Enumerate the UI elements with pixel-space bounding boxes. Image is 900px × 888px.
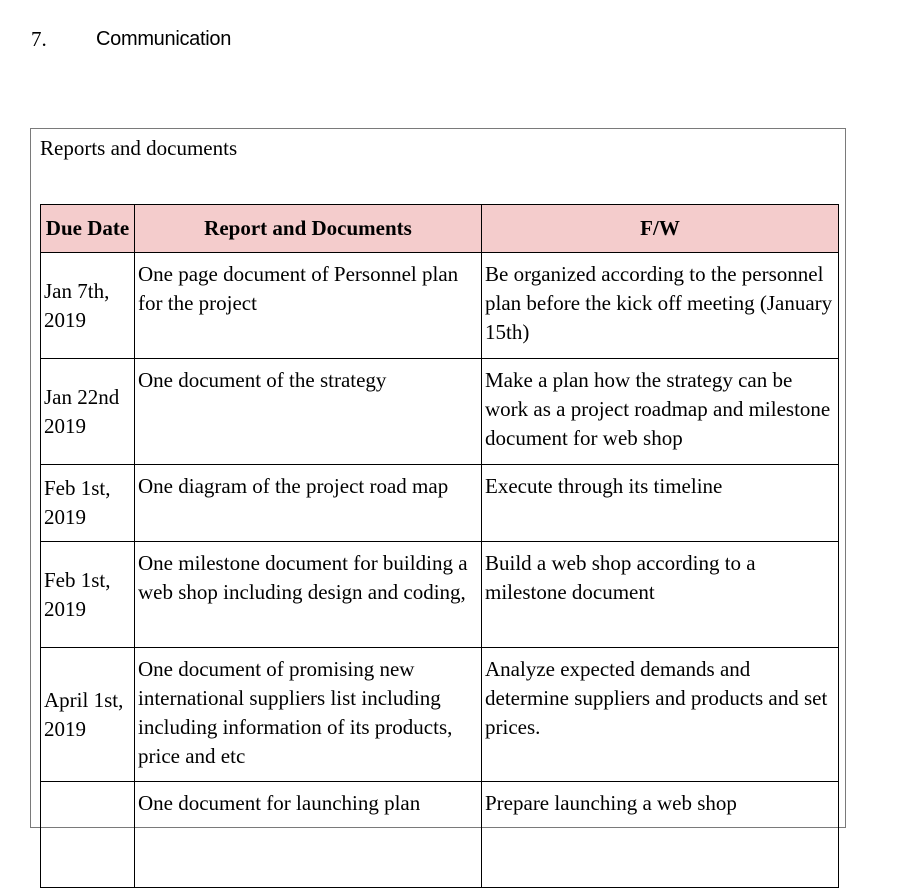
table-row bbox=[41, 359, 839, 465]
table-header-row bbox=[41, 205, 839, 253]
fw-cell: Make a plan how the strategy can be work as a project roadmap and milestone document for web shop bbox=[482, 359, 839, 465]
report-cell: One page document of Personnel plan for the project bbox=[135, 253, 482, 359]
reports-frame bbox=[30, 128, 846, 828]
reports-table bbox=[40, 204, 839, 888]
table-row bbox=[41, 542, 839, 648]
fw-cell: Analyze expected demands and determine suppliers and products and set prices. bbox=[482, 648, 839, 782]
header-report: Report and Documents bbox=[135, 205, 482, 253]
report-cell: One diagram of the project road map bbox=[135, 465, 482, 542]
due-date-cell: Jan 7th, 2019 bbox=[41, 253, 135, 359]
due-date-cell: April 1st, 2019 bbox=[41, 648, 135, 782]
header-fw: F/W bbox=[482, 205, 839, 253]
due-date-cell: Feb 1st, 2019 bbox=[41, 542, 135, 648]
due-date-cell bbox=[41, 782, 135, 888]
frame-caption: Reports and documents bbox=[40, 136, 238, 160]
due-date-cell: Feb 1st, 2019 bbox=[41, 465, 135, 542]
report-cell: One document of the strategy bbox=[135, 359, 482, 465]
report-cell: One milestone document for building a web shop including design and coding, bbox=[135, 542, 482, 648]
fw-cell: Prepare launching a web shop bbox=[482, 782, 839, 888]
fw-cell: Build a web shop according to a milestone document bbox=[482, 542, 839, 648]
table-row bbox=[41, 648, 839, 782]
table-row bbox=[41, 782, 839, 888]
section-heading bbox=[31, 26, 231, 52]
fw-cell: Execute through its timeline bbox=[482, 465, 839, 542]
section-title: Communication bbox=[96, 28, 232, 50]
report-cell: One document of promising new international suppliers list including including information of its products, price and etc bbox=[135, 648, 482, 782]
fw-cell: Be organized according to the personnel plan before the kick off meeting (January 15th) bbox=[482, 253, 839, 359]
section-number: 7. bbox=[31, 27, 47, 51]
due-date-cell: Jan 22nd 2019 bbox=[41, 359, 135, 465]
header-due-date: Due Date bbox=[41, 205, 135, 253]
table-row bbox=[41, 253, 839, 359]
report-cell: One document for launching plan bbox=[135, 782, 482, 888]
table-row bbox=[41, 465, 839, 542]
